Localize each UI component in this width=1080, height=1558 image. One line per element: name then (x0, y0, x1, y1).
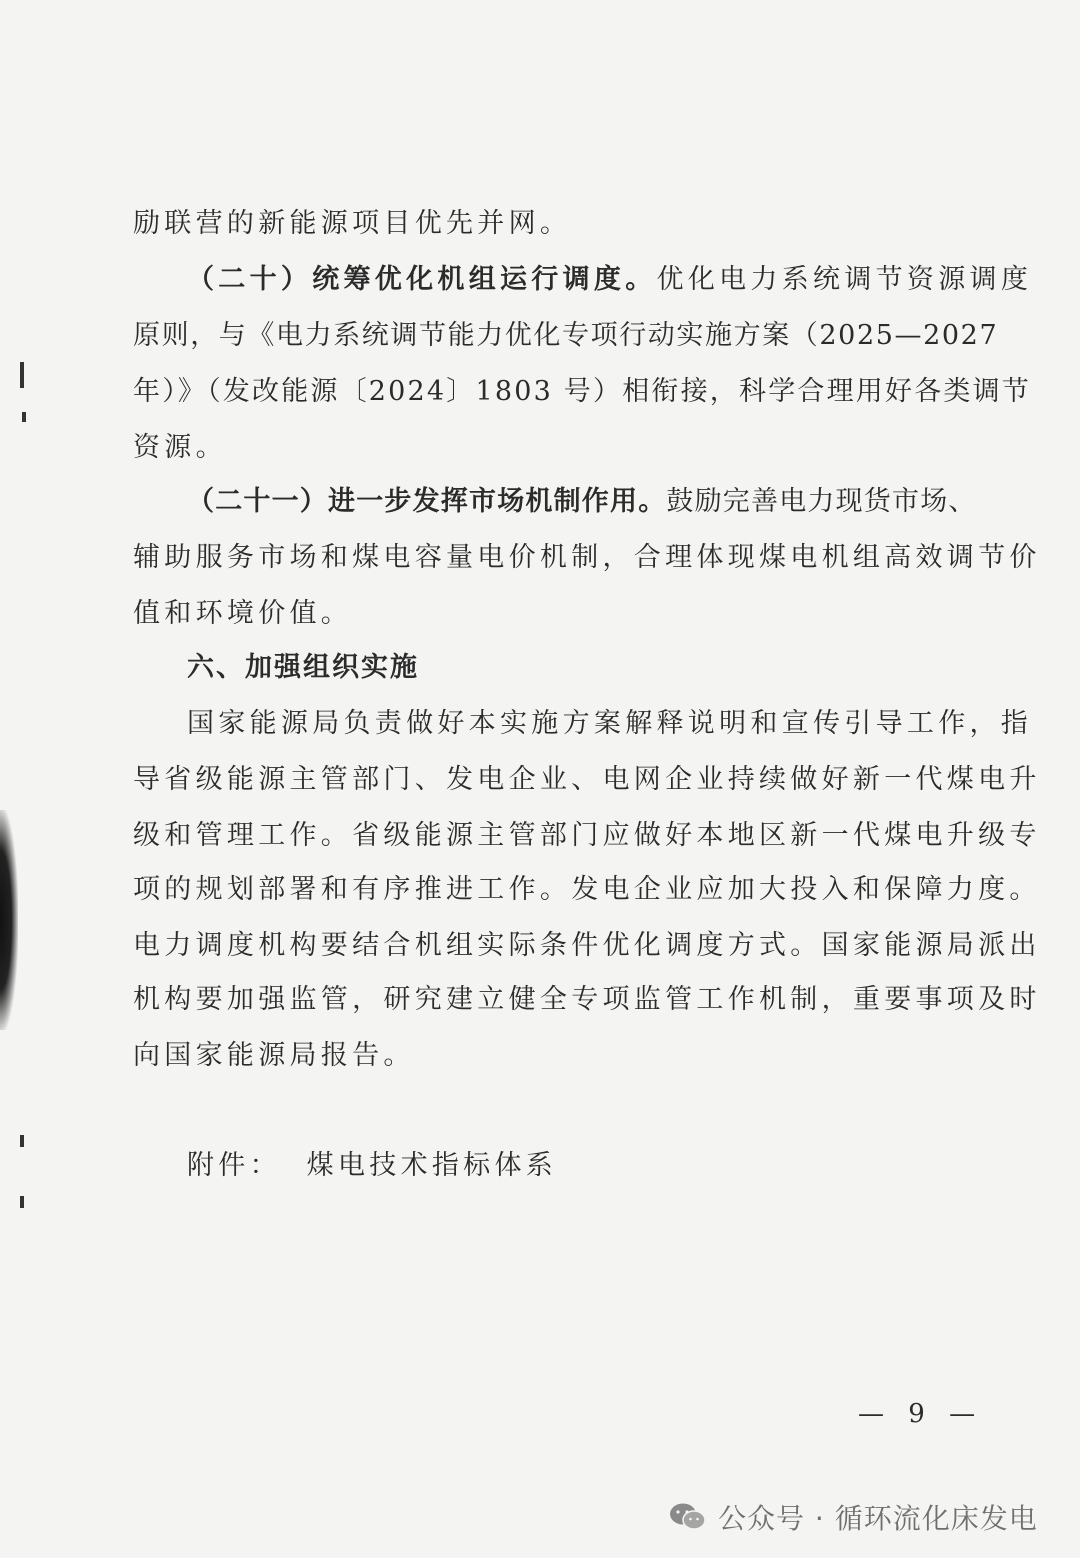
text-line: 原则，与《电力系统调节能力优化专项行动实施方案（2025—2027 (133, 320, 999, 351)
page-number: — 9 — (858, 1399, 984, 1429)
item-text: 优化电力系统调节资源调度 (656, 264, 1033, 295)
text-line: 励联营的新能源项目优先并网。 (133, 208, 572, 239)
item-title: 统筹优化机组运行调度。 (312, 264, 657, 295)
paragraph-item-21 (187, 484, 977, 520)
section-heading: 六、加强组织实施 (187, 652, 419, 683)
scan-mark (20, 362, 24, 388)
item-title: （二十一）进一步发挥市场机制作用。 (187, 486, 667, 517)
text-line: 导省级能源主管部门、发电企业、电网企业持续做好新一代煤电升 (133, 764, 1041, 795)
watermark-text: 公众号 · 循环流化床发电 (718, 1502, 1038, 1535)
scan-shadow (0, 810, 18, 1030)
paragraph-item-20 (187, 262, 1033, 298)
wechat-icon (668, 1501, 708, 1533)
text-line: 项的规划部署和有序推进工作。发电企业应加大投入和保障力度。 (133, 874, 1041, 905)
scan-mark (20, 1196, 24, 1208)
text-line: 值和环境价值。 (133, 598, 353, 629)
scan-mark (20, 1135, 24, 1147)
text-line: 向国家能源局报告。 (133, 1040, 415, 1071)
text-line: 资源。 (133, 432, 227, 463)
attachment-line: 附件： 煤电技术指标体系 (187, 1150, 558, 1181)
item-number: （二十） (187, 264, 313, 295)
scan-mark (22, 412, 26, 422)
item-text: 鼓励完善电力现货市场、 (666, 486, 977, 517)
text-line: 国家能源局负责做好本实施方案解释说明和宣传引导工作，指 (187, 708, 1033, 739)
text-line: 级和管理工作。省级能源主管部门应做好本地区新一代煤电升级专 (133, 820, 1041, 851)
watermark (668, 1497, 1038, 1537)
text-line: 电力调度机构要结合机组实际条件优化调度方式。国家能源局派出 (133, 930, 1041, 961)
text-line: 机构要加强监管，研究建立健全专项监管工作机制，重要事项及时 (133, 984, 1041, 1015)
text-line: 年）》（发改能源〔2024〕1803 号）相衔接，科学合理用好各类调节 (133, 376, 1032, 407)
text-line: 辅助服务市场和煤电容量电价机制，合理体现煤电机组高效调节价 (133, 542, 1041, 573)
